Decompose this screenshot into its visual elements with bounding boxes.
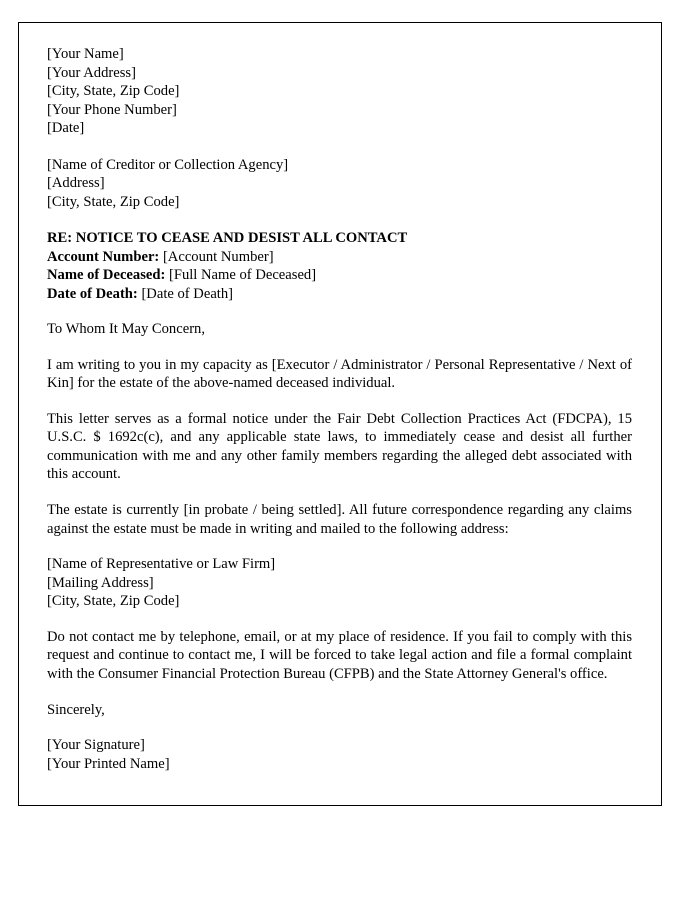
letter-page: [18, 22, 662, 806]
spacer: [47, 484, 635, 501]
reference-value-text: [Full Name of Deceased]: [168, 267, 317, 283]
recipient-line: [Name of Creditor or Collection Agency]: [47, 156, 289, 173]
spacer: [47, 611, 635, 628]
reference-value-text: [Account Number]: [162, 248, 274, 265]
paragraph-fdcpa-notice: This letter serves as a formal notice under the Fair Debt Collection Practices Act (FDCPA), 15 U.S.C. $ 1692c(c), and any applicable state laws, to immediately cease and desist all further communication with me and any other family members regarding the alleged debt associated with this account.: [47, 410, 632, 483]
sender-line: [Your Phone Number]: [47, 101, 177, 118]
spacer: [47, 393, 635, 410]
correspondence-line: [Mailing Address]: [47, 574, 154, 591]
signature-block: [47, 736, 635, 773]
correspondence-line: [Name of Representative or Law Firm]: [47, 556, 276, 573]
reference-field-date-of-death: [47, 285, 635, 304]
spacer: [47, 303, 635, 320]
recipient-address-block: [47, 156, 635, 212]
paragraph-no-contact-warning: Do not contact me by telephone, email, or at my place of residence. If you fail to comply with this request and continue to contact me, I will be forced to take legal action and file a formal complaint with the Consumer Financial Protection Bureau (CFPB) and the State Attorney General's office.: [47, 628, 632, 682]
spacer: [47, 211, 635, 229]
correspondence-line: [City, State, Zip Code]: [47, 593, 180, 610]
spacer: [47, 138, 635, 156]
subject-line: RE: NOTICE TO CEASE AND DESIST ALL CONTACT: [47, 230, 408, 246]
paragraph-capacity: I am writing to you in my capacity as [Executor / Administrator / Personal Representative / Next of Kin] for the estate of the above-named deceased individual.: [47, 356, 632, 392]
recipient-line: [City, State, Zip Code]: [47, 193, 180, 210]
reference-field-account: [47, 248, 635, 267]
spacer: [47, 538, 635, 555]
spacer: [47, 339, 635, 356]
reference-field-deceased: [47, 266, 635, 285]
subject-block: [47, 229, 635, 303]
recipient-line: [Address]: [47, 175, 105, 191]
printed-name-line: [Your Printed Name]: [47, 755, 170, 772]
reference-label: Account Number:: [47, 248, 160, 265]
spacer: [47, 684, 635, 701]
correspondence-address-block: [47, 555, 635, 611]
sender-address-block: [47, 45, 635, 138]
sender-line: [Your Name]: [47, 46, 124, 62]
reference-label: Name of Deceased:: [47, 267, 166, 283]
paragraph-estate-status: The estate is currently [in probate / being settled]. All future correspondence regarding any claims against the estate must be made in writing and mailed to the following address:: [47, 502, 632, 537]
reference-value-text: [Date of Death]: [141, 285, 234, 302]
signature-line: [Your Signature]: [47, 737, 145, 754]
sender-line: [City, State, Zip Code]: [47, 83, 180, 99]
spacer: [47, 719, 635, 736]
sender-line: [Your Address]: [47, 64, 136, 81]
closing: Sincerely,: [47, 701, 105, 718]
reference-label: Date of Death:: [47, 285, 138, 302]
sender-line: [Date]: [47, 120, 85, 136]
salutation: To Whom It May Concern,: [47, 321, 205, 337]
